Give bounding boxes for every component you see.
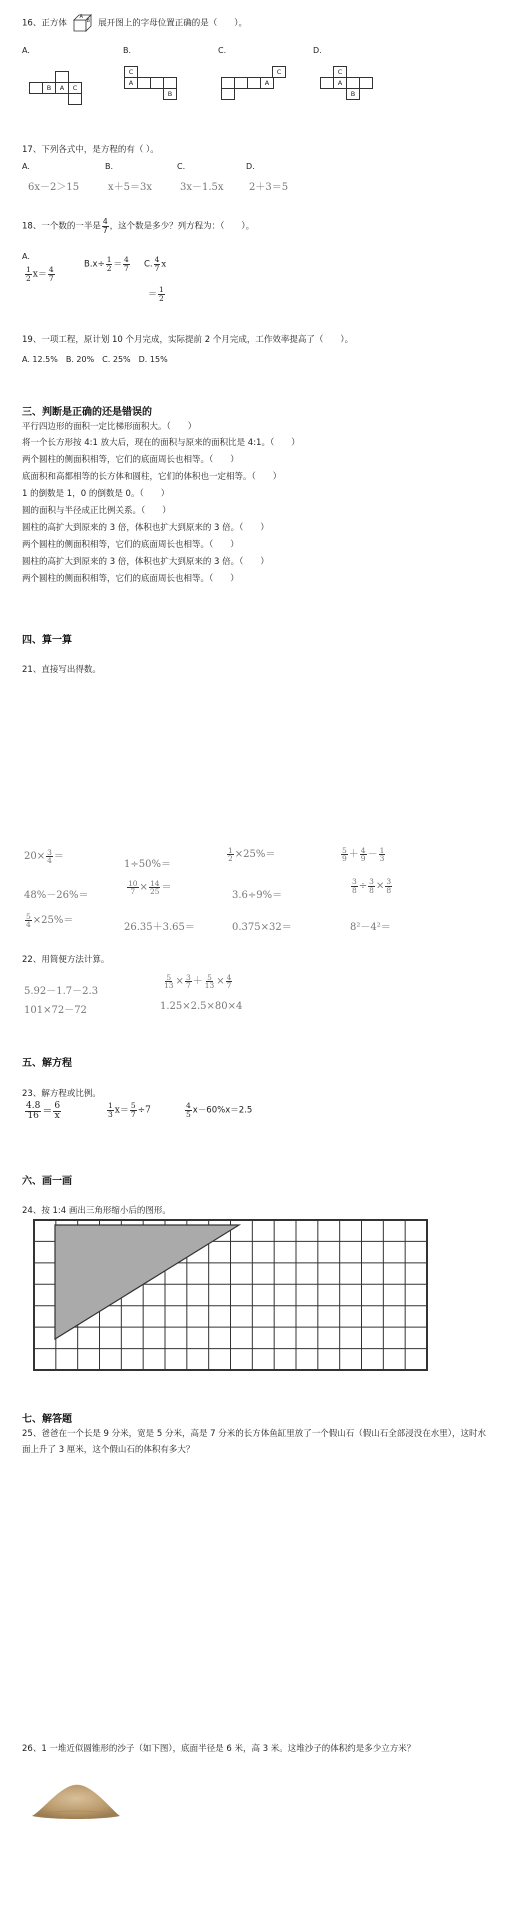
calc-r1c1: 20× $\frac{3}{4}$ ＝ (24, 847, 64, 865)
q18-title-line (22, 218, 254, 234)
simple-b: $\frac{5}{13}$ × $\frac{3}{7}$ ＋ $\frac{5}{13}$ × $\frac{4}{7}$ (164, 972, 232, 990)
net-a-cell: C (68, 82, 82, 94)
calc-r2c1: 48%－26%＝ (24, 890, 89, 901)
q17-label-a: A. (22, 162, 30, 171)
cube-label-a: A (79, 14, 83, 20)
net-a-cell (68, 93, 82, 105)
q17-expr-a: 6x－2＞15 (28, 182, 80, 193)
net-c-cell: C (272, 66, 286, 78)
net-b-cell (137, 77, 151, 89)
q25-text: 25、爸爸在一个长是 9 分米，宽是 5 分米，高是 7 分米的长方体鱼缸里放了一个假山石（假山石全部浸没在水里），这时水面上升了 3 厘米，这个假山石的体积有多大？ (22, 1429, 487, 1455)
q17-expr-d: 2＋3＝5 (249, 182, 289, 193)
judge-item: 两个圆柱的侧面积相等，它们的底面周长也相等。（ ） (22, 574, 239, 584)
q18-title-a: 18、一个数的一半是 (22, 221, 101, 232)
q17-title: 17、下列各式中，是方程的有（ ）。 (22, 145, 159, 155)
equation-3: $\frac{4}{5}$ x－60%x＝2.5 (186, 1101, 253, 1119)
judge-item: 两个圆柱的侧面积相等，它们的底面周长也相等。（ ） (22, 540, 239, 550)
net-a-cell (29, 82, 43, 94)
net-a-cell (55, 71, 69, 83)
simple-a: 5.92－1.7－2.3 (24, 986, 99, 997)
section3-heading: 三、判断是正确的还是错误的 (22, 407, 152, 418)
q16-title: 16、正方体 (22, 18, 67, 29)
q21-title: 21、直接写出得数。 (22, 665, 101, 675)
q22-title: 22、用简便方法计算。 (22, 955, 110, 965)
judge-item: 底面积和高都相等的长方体和圆柱，它们的体积也一定相等。（ ） (22, 472, 282, 482)
sand-pile-image (30, 1780, 122, 1820)
cube-figure (72, 14, 94, 32)
q17-expr-b: x＋5＝3x (108, 182, 153, 193)
judge-item: 圆柱的高扩大到原来的 3 倍，体积也扩大到原来的 3 倍。（ ） (22, 557, 269, 567)
q18-opt-a-label: A. (22, 252, 30, 261)
net-d-cell: C (333, 66, 347, 78)
net-b-cell: B (163, 88, 177, 100)
net-d-cell (320, 77, 334, 89)
equation-2: $\frac{1}{3}$ x＝ $\frac{5}{7}$ ÷7 (108, 1101, 151, 1119)
q16-title-line (22, 14, 247, 32)
q16-opt-b-label: B. (123, 46, 132, 55)
q17-expr-c: 3x－1.5x (180, 182, 224, 193)
calc-r2c2: $\frac{10}{7}$ × $\frac{14}{25}$ ＝ (128, 878, 172, 896)
q16-opt-c-label: C. (218, 46, 227, 55)
net-c-cell (234, 77, 248, 89)
judge-item: 圆的面积与半径成正比例关系。（ ） (22, 506, 171, 516)
q18-opt-a: $\frac{1}{2}$ x＝ $\frac{4}{7}$ (26, 265, 54, 283)
judge-item: 平行四边形的面积一定比梯形面积大。（ ） (22, 422, 197, 432)
calc-r3c1: $\frac{5}{4}$ ×25%＝ (26, 911, 74, 929)
cube-label-b: B (86, 18, 90, 24)
equation-1: $\frac{4.8}{16}$ ＝ $\frac{6}{x}$ (26, 1101, 61, 1121)
net-c-cell (247, 77, 261, 89)
net-a-cell: A (55, 82, 69, 94)
calc-r3c2: 26.35＋3.65＝ (124, 922, 195, 933)
q16-opt-d-label: D. (313, 46, 322, 55)
simple-d: 1.25×2.5×80×4 (160, 1001, 243, 1012)
drawing-grid[interactable] (33, 1219, 428, 1371)
calc-r3c3: 0.375×32＝ (232, 922, 292, 933)
q18-opt-c-rhs: ＝ $\frac{1}{2}$ (148, 285, 164, 303)
net-c-cell: A (260, 77, 274, 89)
section7-heading: 七、解答题 (22, 1414, 72, 1425)
q24-title: 24、按 1:4 画出三角形缩小后的图形。 (22, 1206, 171, 1216)
net-d-cell (359, 77, 373, 89)
q17-label-b: B. (105, 162, 114, 171)
judge-item: 将一个长方形按 4:1 放大后，现在的面积与原来的面积比是 4:1。（ ） (22, 438, 300, 448)
net-b-cell (150, 77, 164, 89)
q18-opt-b: B.x÷ $\frac{1}{2}$ ＝ $\frac{4}{7}$ (84, 255, 129, 273)
original-triangle (55, 1225, 239, 1339)
calc-r1c2: 1÷50%＝ (124, 859, 171, 870)
section4-heading: 四、算一算 (22, 635, 72, 646)
net-c-cell (221, 88, 235, 100)
q18-fraction: $\frac{4}{7}$ (102, 217, 108, 235)
section5-heading: 五、解方程 (22, 1058, 72, 1069)
q16-opt-a-label: A. (22, 46, 30, 55)
q26-text: 26、1 一堆近似圆锥形的沙子（如下图），底面半径是 6 米，高 3 米。这堆沙子的体积约是多少立方米？ (22, 1744, 416, 1754)
q17-label-d: D. (246, 162, 255, 171)
calc-r3c4: 8²－4²＝ (350, 922, 391, 933)
q19-options: A. 12.5% B. 20% C. 25% D. 15% (22, 355, 168, 364)
simple-c: 101×72－72 (24, 1005, 87, 1016)
q19-title: 19、一项工程，原计划 10 个月完成，实际提前 2 个月完成，工作效率提高了（ ）。 (22, 335, 354, 345)
section6-heading: 六、画一画 (22, 1176, 72, 1187)
net-b-cell: A (124, 77, 138, 89)
q18-opt-c: C. $\frac{4}{7}$ x (144, 255, 167, 273)
calc-r2c3: 3.6÷9%＝ (232, 890, 283, 901)
calc-r1c3: $\frac{1}{2}$ ×25%＝ (228, 845, 276, 863)
q17-label-c: C. (177, 162, 186, 171)
q18-title-b: ，这个数是多少？列方程为：（ ）。 (109, 221, 255, 232)
q23-title: 23、解方程或比例。 (22, 1089, 101, 1099)
q16-tail: 展开图上的字母位置正确的是（ ）。 (98, 18, 247, 29)
calc-r2c4: $\frac{3}{8}$ ÷ $\frac{3}{8}$ × $\frac{3}{8}$ (352, 877, 392, 895)
judge-item: 1 的倒数是 1，0 的倒数是 0。（ ） (22, 489, 170, 499)
judge-item: 圆柱的高扩大到原来的 3 倍，体积也扩大到原来的 3 倍。（ ） (22, 523, 269, 533)
net-d-cell: A (333, 77, 347, 89)
net-a-cell: B (42, 82, 56, 94)
net-d-cell: B (346, 88, 360, 100)
net-b-cell: C (124, 66, 138, 78)
judge-item: 两个圆柱的侧面积相等，它们的底面周长也相等。（ ） (22, 455, 239, 465)
calc-r1c4: $\frac{5}{9}$ ＋ $\frac{4}{9}$ － $\frac{1}{3}$ (342, 845, 385, 863)
